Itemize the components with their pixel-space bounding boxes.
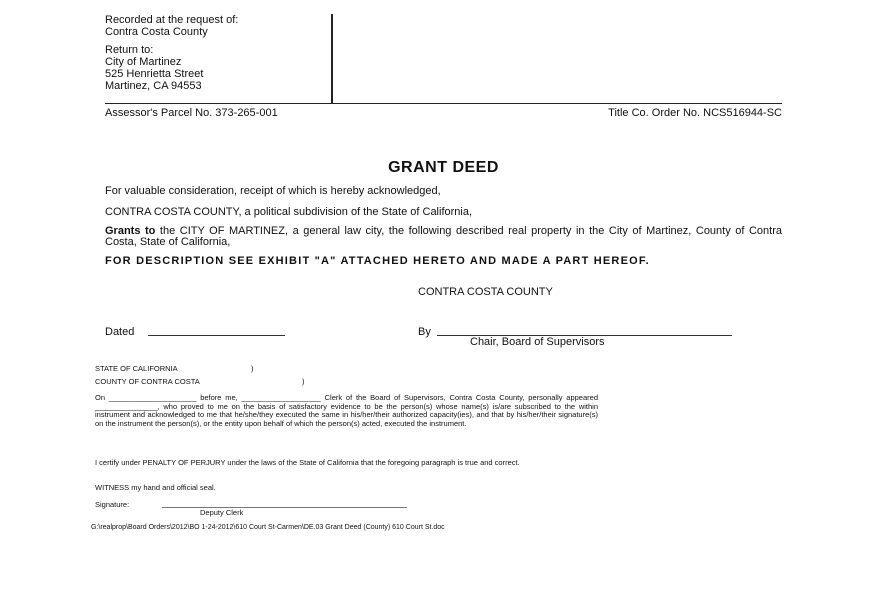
return-line-2: City of Martinez: [105, 56, 182, 68]
grants-text: the CITY OF MARTINEZ, a general law city, the following described real property in the City of Martinez, County of Contra Costa, State of California,: [105, 225, 782, 248]
grants-keyword: Grants to: [105, 225, 156, 237]
notary-acknowledgment: On _____________________ before me, ___________________ Clerk of the Board of Supervisors, Contra Costa County, personally appeared _______________, who proved to me on the basis of satisfactory evidence to be the person(s) whose name(s) is/are subscribed to the within instrument and acknowledged to me that he/she/they executed the same in his/her/their authorized capacity(ies), and that by his/her/their signature(s) on the instrument the person(s), or the entity upon behalf of which the person(s) acted, executed the instrument.: [95, 393, 598, 428]
parcel-number: Assessor's Parcel No. 373-265-001: [105, 107, 278, 119]
notary-county: COUNTY OF CONTRA COSTA: [95, 377, 200, 386]
return-line-4: Martinez, CA 94553: [105, 80, 202, 92]
return-line-1: Return to:: [105, 44, 154, 56]
return-line-3: 525 Henrietta Street: [105, 68, 204, 80]
title-order-number: Title Co. Order No. NCS516944-SC: [608, 107, 782, 119]
recorded-line-2: Contra Costa County: [105, 26, 208, 38]
signature-org: CONTRA COSTA COUNTY: [418, 286, 553, 298]
grants-paragraph: [105, 226, 782, 248]
notary-county-paren: ): [302, 377, 305, 386]
consideration-text: For valuable consideration, receipt of which is hereby acknowledged,: [105, 185, 441, 197]
notary-signature-line: [162, 507, 407, 508]
file-path-footer: G:\realprop\Board Orders\2012\BO 1-24-2012\610 Court St-Carmen\DE.03 Grant Deed (County) 610 Court St.doc: [91, 524, 445, 531]
notary-signature-label: Signature:: [95, 500, 130, 509]
chair-label: Chair, Board of Supervisors: [470, 336, 605, 348]
by-label: By: [418, 326, 431, 338]
notary-state: STATE OF CALIFORNIA: [95, 364, 178, 373]
recorded-line-1: Recorded at the request of:: [105, 14, 239, 26]
document-title: GRANT DEED: [388, 159, 499, 176]
grantor-text: CONTRA COSTA COUNTY, a political subdivision of the State of California,: [105, 206, 473, 218]
notary-witness: WITNESS my hand and official seal.: [95, 483, 216, 492]
notary-state-paren: ): [251, 364, 254, 373]
deputy-clerk-label: Deputy Clerk: [200, 508, 244, 517]
recording-divider-vertical: [331, 14, 333, 104]
dated-signature-line: [148, 335, 285, 336]
dated-label: Dated: [105, 326, 135, 338]
recording-divider-horizontal: [105, 103, 782, 104]
description-reference: FOR DESCRIPTION SEE EXHIBIT "A" ATTACHED HERETO AND MADE A PART HEREOF.: [105, 255, 650, 267]
recording-block: [105, 14, 238, 92]
notary-certification: I certify under PENALTY OF PERJURY under the laws of the State of California that the foregoing paragraph is true and correct.: [95, 458, 520, 467]
